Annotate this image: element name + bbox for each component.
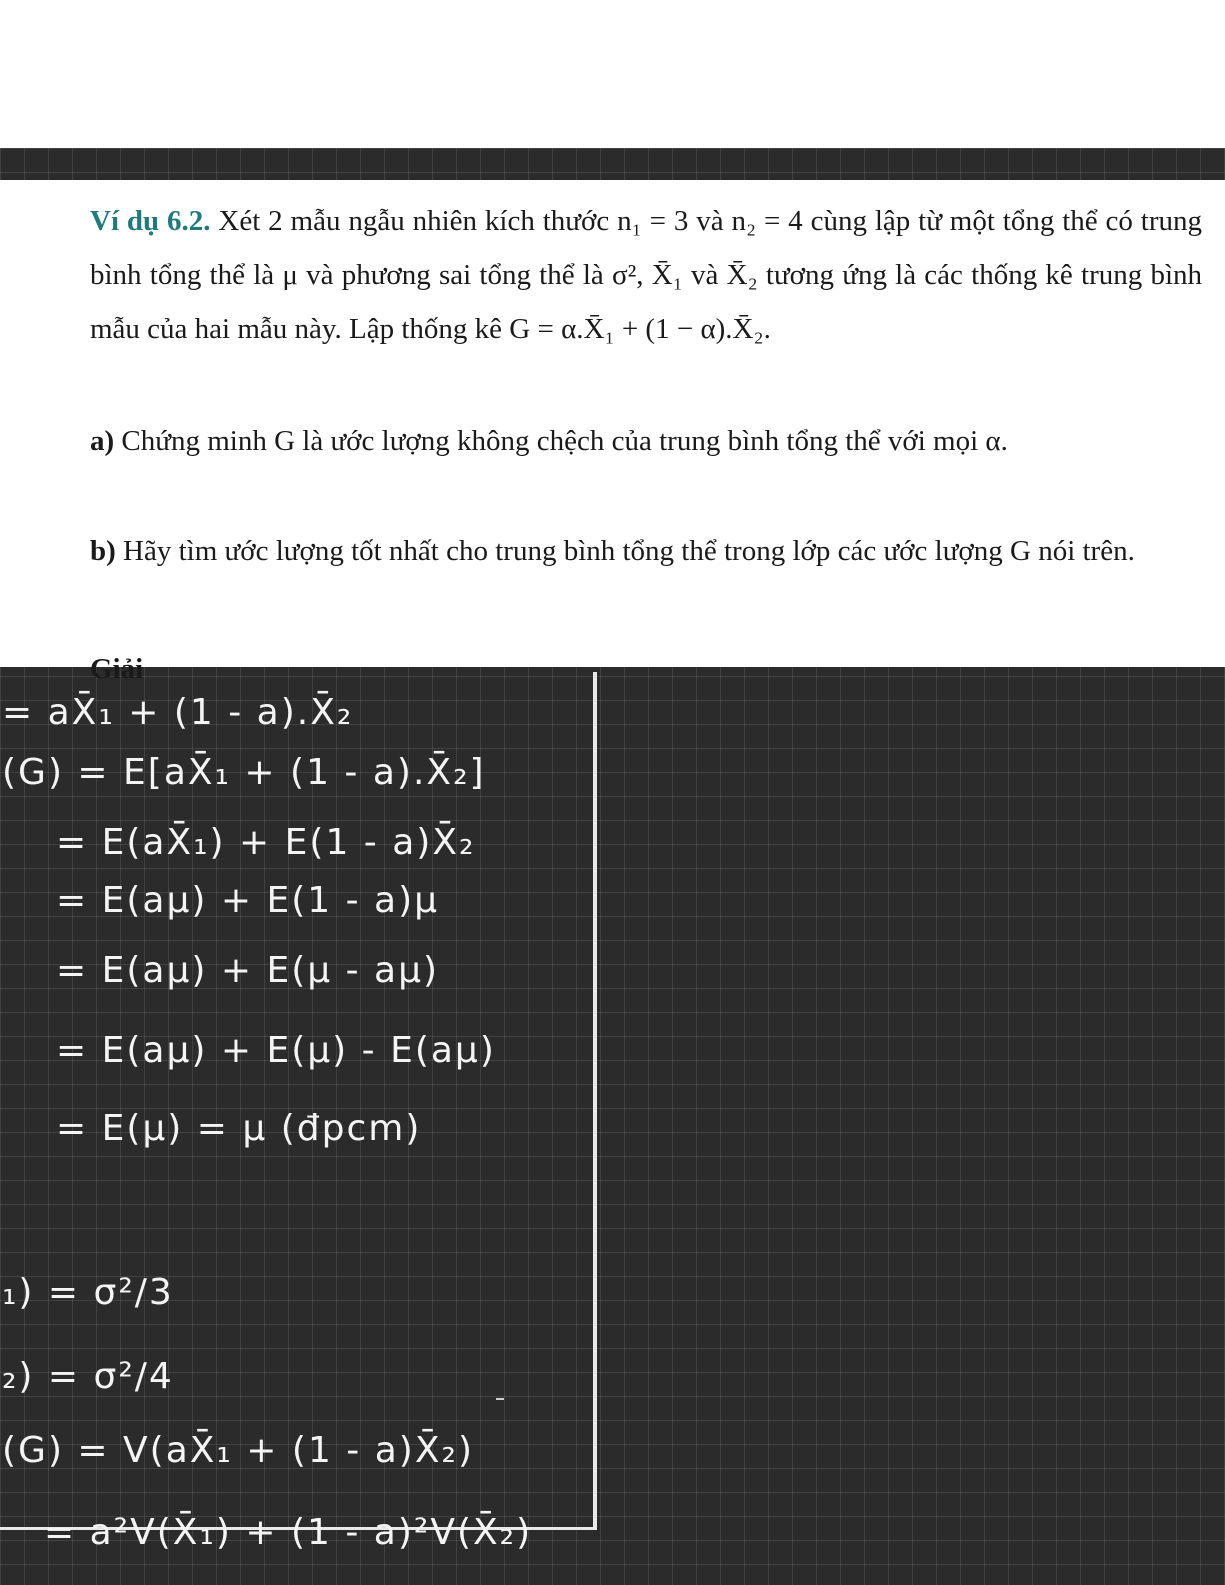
- handwriting-box: [0, 672, 596, 1530]
- hw-line-4: = E(aμ) + E(1 - a)μ: [56, 880, 440, 921]
- part-a-text: Chứng minh G là ước lượng không chệch của trung bình tổng thể với mọi α.: [114, 425, 1008, 457]
- hw-line-3: = E(aX̄₁) + E(1 - a)X̄₂: [56, 822, 476, 863]
- part-b-label: b): [90, 535, 116, 567]
- hw-line-5: = E(aμ) + E(μ - aμ): [56, 950, 440, 991]
- solution-label-cut: Giải: [90, 653, 144, 685]
- hw-line-1: = aX̄₁ + (1 - a).X̄₂: [2, 692, 354, 733]
- example-heading: Ví dụ 6.2.: [90, 205, 211, 237]
- hw-line-8: ₁) = σ²/3: [2, 1272, 174, 1313]
- part-a: [90, 414, 1202, 468]
- hw-line-7: = E(μ) = μ (đpcm): [56, 1108, 422, 1149]
- part-b-text: Hãy tìm ước lượng tốt nhất cho trung bình tổng thể trong lớp các ước lượng G nói trên.: [115, 535, 1135, 567]
- hw-line-10: (G) = V(aX̄₁ + (1 - a)X̄₂): [2, 1430, 474, 1471]
- hw-line-6: = E(aμ) + E(μ) - E(aμ): [56, 1030, 496, 1071]
- example-body: Xét 2 mẫu ngẫu nhiên kích thước n₁ = 3 và n₂ = 4 cùng lập từ một tổng thể có trung bình tổng thể là μ và phương sai tổng thể là σ², X̄₁ và X̄₂ tương ứng là các thống kê trung bình mẫu của hai mẫu này. Lập thống kê G = α.X̄₁ + (1 − α).X̄₂.: [90, 205, 1202, 345]
- hw-line-11: = a²V(X̄₁) + (1 - a)²V(X̄₂): [44, 1512, 533, 1553]
- pen-dash-mark: [496, 1398, 504, 1400]
- hw-line-9: ₂) = σ²/4: [2, 1356, 174, 1397]
- hw-line-2: (G) = E[aX̄₁ + (1 - a).X̄₂]: [2, 752, 486, 793]
- example-paragraph: [90, 194, 1202, 356]
- handwriting-box-edge: [594, 672, 597, 1530]
- part-b: [90, 524, 1202, 578]
- part-a-label: a): [90, 425, 115, 457]
- textbook-excerpt: [0, 180, 1225, 685]
